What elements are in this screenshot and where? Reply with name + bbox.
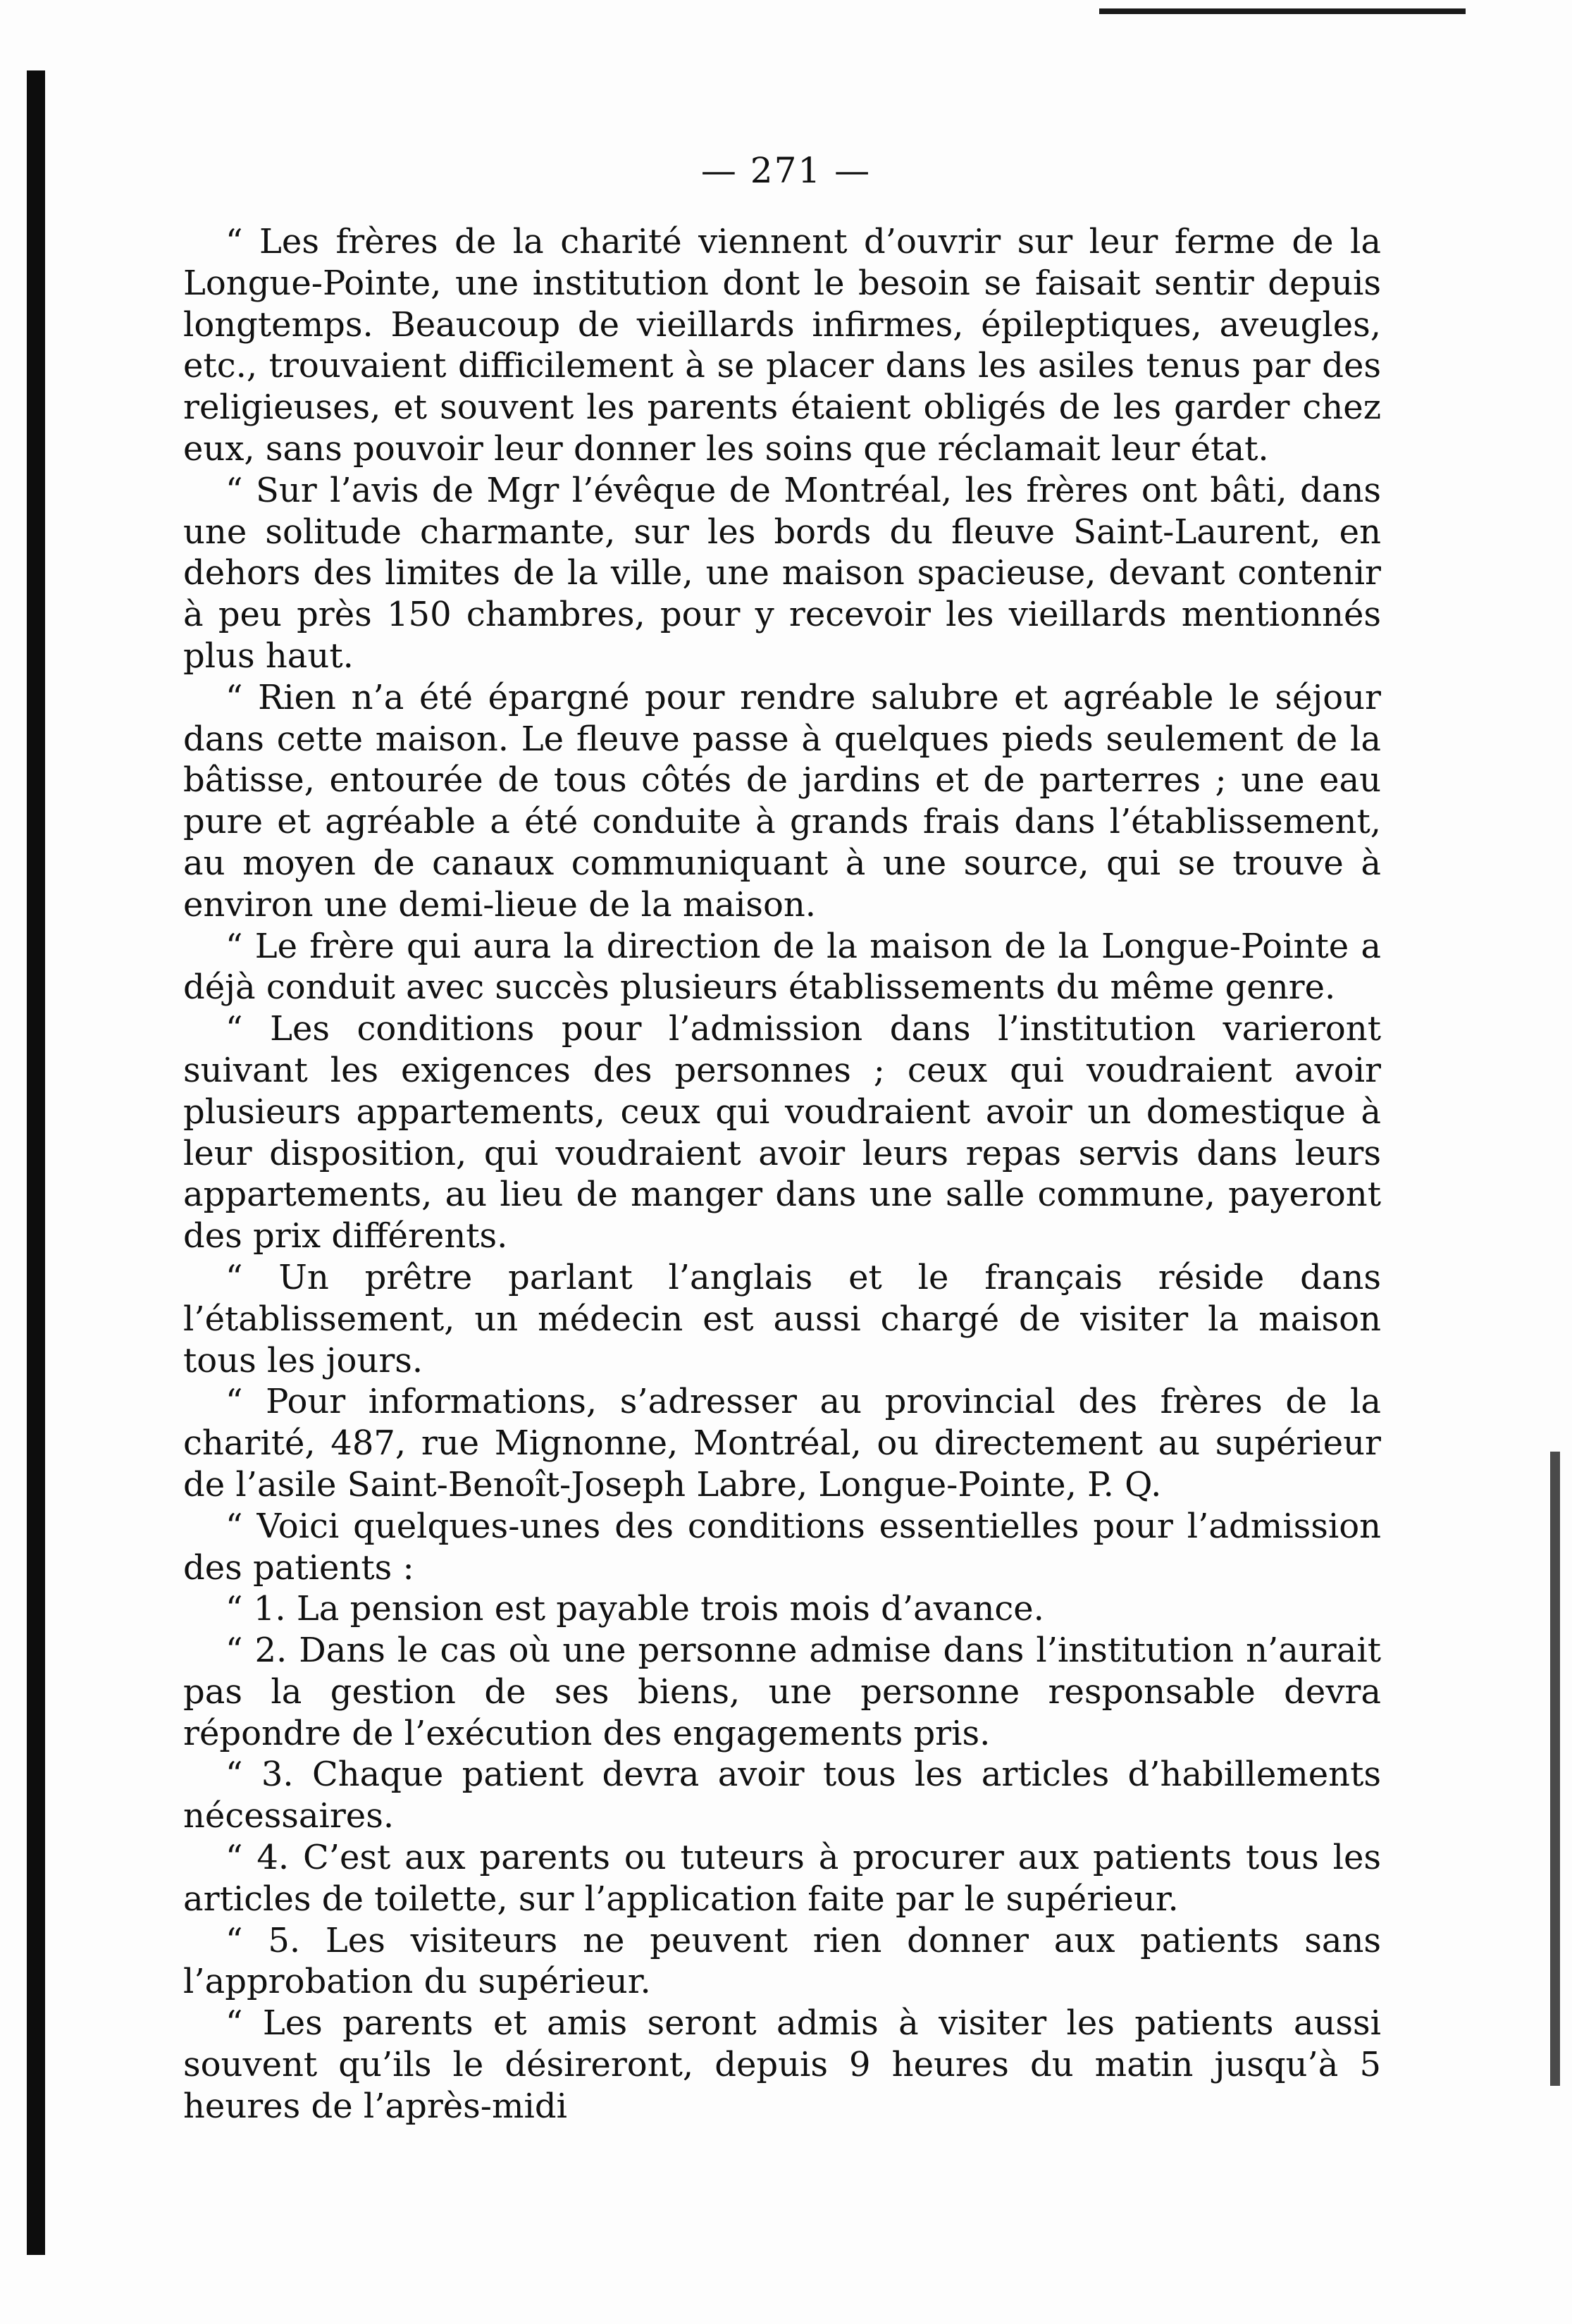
paragraph: “ Le frère qui aura la direction de la maison de la Longue-Pointe a déjà conduit avec succès plusieurs établissements du même genre.: [183, 926, 1381, 1008]
body-text: [183, 221, 1381, 2127]
paragraph: “ Un prêtre parlant l’anglais et le français réside dans l’établissement, un médecin est aussi chargé de visiter la maison tous les jours.: [183, 1257, 1381, 1380]
scan-artifact-top: [1099, 8, 1466, 14]
paragraph: “ Les parents et amis seront admis à visiter les patients aussi souvent qu’ils le désireront, depuis 9 heures du matin jusqu’à 5 heures de l’après-midi: [183, 2003, 1381, 2126]
paragraph: “ Sur l’avis de Mgr l’évêque de Montréal, les frères ont bâti, dans une solitude charmante, sur les bords du fleuve Saint-Laurent, en dehors des limites de la ville, une maison spacieuse, devant contenir à peu près 150 chambres, pour y recevoir les vieillards mentionnés plus haut.: [183, 470, 1381, 676]
page-number: — 271 —: [700, 150, 872, 191]
paragraph: “ Pour informations, s’adresser au provincial des frères de la charité, 487, rue Mignonne, Montréal, ou directement au supérieur de l’asile Saint-Benoît-Joseph Labre, Longue-Pointe, P. Q.: [183, 1382, 1381, 1504]
scan-artifact-right: [1550, 1452, 1560, 2086]
binding-edge-shadow: [27, 70, 45, 2255]
paragraph: “ Rien n’a été épargné pour rendre salubre et agréable le séjour dans cette maison. Le fleuve passe à quelques pieds seulement de la bâtisse, entourée de tous côtés de jardins et de parterres ; une eau pure et agréable a été conduite à grands frais dans l’établissement, au moyen de canaux communiquant à une source, qui se trouve à environ une demi-lieue de la maison.: [183, 677, 1381, 925]
paragraph: “ Les frères de la charité viennent d’ouvrir sur leur ferme de la Longue-Pointe, une institution dont le besoin se faisait sentir depuis longtemps. Beaucoup de vieillards infirmes, épileptiques, aveugles, etc., trouvaient difficilement à se placer dans les asiles tenus par des religieuses, et souvent les parents étaient obligés de les garder chez eux, sans pouvoir leur donner les soins que réclamait leur état.: [183, 222, 1381, 469]
paragraph: “ Voici quelques-unes des conditions essentielles pour l’admission des patients :: [183, 1506, 1381, 1588]
numbered-condition: “ 1. La pension est payable trois mois d’avance.: [225, 1589, 1044, 1629]
paragraph: “ Les conditions pour l’admission dans l’institution varieront suivant les exigences des personnes ; ceux qui voudraient avoir plusieurs appartements, ceux qui voudraient avoir un domestique à leur disposition, qui voudraient avoir leurs repas servis dans leurs appartements, au lieu de manger dans une salle commune, payeront des prix différents.: [183, 1009, 1381, 1256]
numbered-condition: “ 3. Chaque patient devra avoir tous les articles d’habillements nécessaires.: [183, 1755, 1381, 1836]
numbered-condition: “ 2. Dans le cas où une personne admise dans l’institution n’aurait pas la gestion de ses biens, une personne responsable devra répondre de l’exécution des engagements pris.: [183, 1631, 1381, 1753]
numbered-condition: “ 5. Les visiteurs ne peuvent rien donner aux patients sans l’approbation du supérieur.: [183, 1920, 1381, 2002]
numbered-condition: “ 4. C’est aux parents ou tuteurs à procurer aux patients tous les articles de toilette, sur l’application faite par le supérieur.: [183, 1838, 1381, 1919]
